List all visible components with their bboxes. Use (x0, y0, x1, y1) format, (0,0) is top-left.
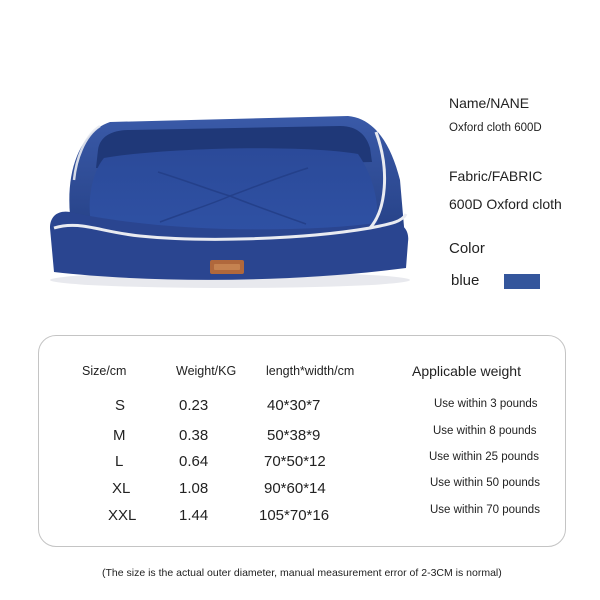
name-heading: Name/NANE (449, 95, 530, 111)
table-row-size: XXL (108, 507, 137, 524)
table-row-weight: 0.38 (179, 427, 209, 444)
fabric-heading: Fabric/FABRIC (449, 168, 543, 184)
header-weight: Weight/KG (176, 364, 237, 378)
table-row-size: XL (112, 480, 131, 497)
table-row-size: M (113, 427, 126, 444)
color-value: blue (451, 272, 480, 289)
table-row-weight: 0.23 (179, 397, 209, 414)
table-row-size: L (115, 453, 124, 470)
table-row-dimensions: 70*50*12 (264, 453, 326, 470)
table-row-applicable: Use within 8 pounds (433, 425, 537, 437)
size-table (38, 335, 566, 547)
header-dimensions: length*width/cm (266, 364, 355, 378)
fabric-value: 600D Oxford cloth (449, 196, 562, 212)
table-row-dimensions: 50*38*9 (267, 427, 321, 444)
table-row-applicable: Use within 3 pounds (434, 398, 538, 410)
table-row-weight: 0.64 (179, 453, 209, 470)
pet-bed-icon (40, 110, 420, 290)
table-row-applicable: Use within 70 pounds (430, 504, 540, 516)
header-applicable-weight: Applicable weight (412, 363, 521, 379)
name-value: Oxford cloth 600D (449, 122, 542, 134)
color-heading: Color (449, 240, 485, 257)
table-row-dimensions: 90*60*14 (264, 480, 326, 497)
table-row-applicable: Use within 25 pounds (429, 451, 539, 463)
measurement-note: (The size is the actual outer diameter, manual measurement error of 2-3CM is normal) (102, 567, 502, 579)
table-row-dimensions: 40*30*7 (267, 397, 321, 414)
color-swatch (504, 274, 540, 289)
table-row-applicable: Use within 50 pounds (430, 477, 540, 489)
table-row-size: S (115, 397, 126, 414)
table-row-dimensions: 105*70*16 (259, 507, 330, 524)
header-size: Size/cm (82, 364, 127, 378)
table-row-weight: 1.44 (179, 507, 209, 524)
table-row-weight: 1.08 (179, 480, 209, 497)
